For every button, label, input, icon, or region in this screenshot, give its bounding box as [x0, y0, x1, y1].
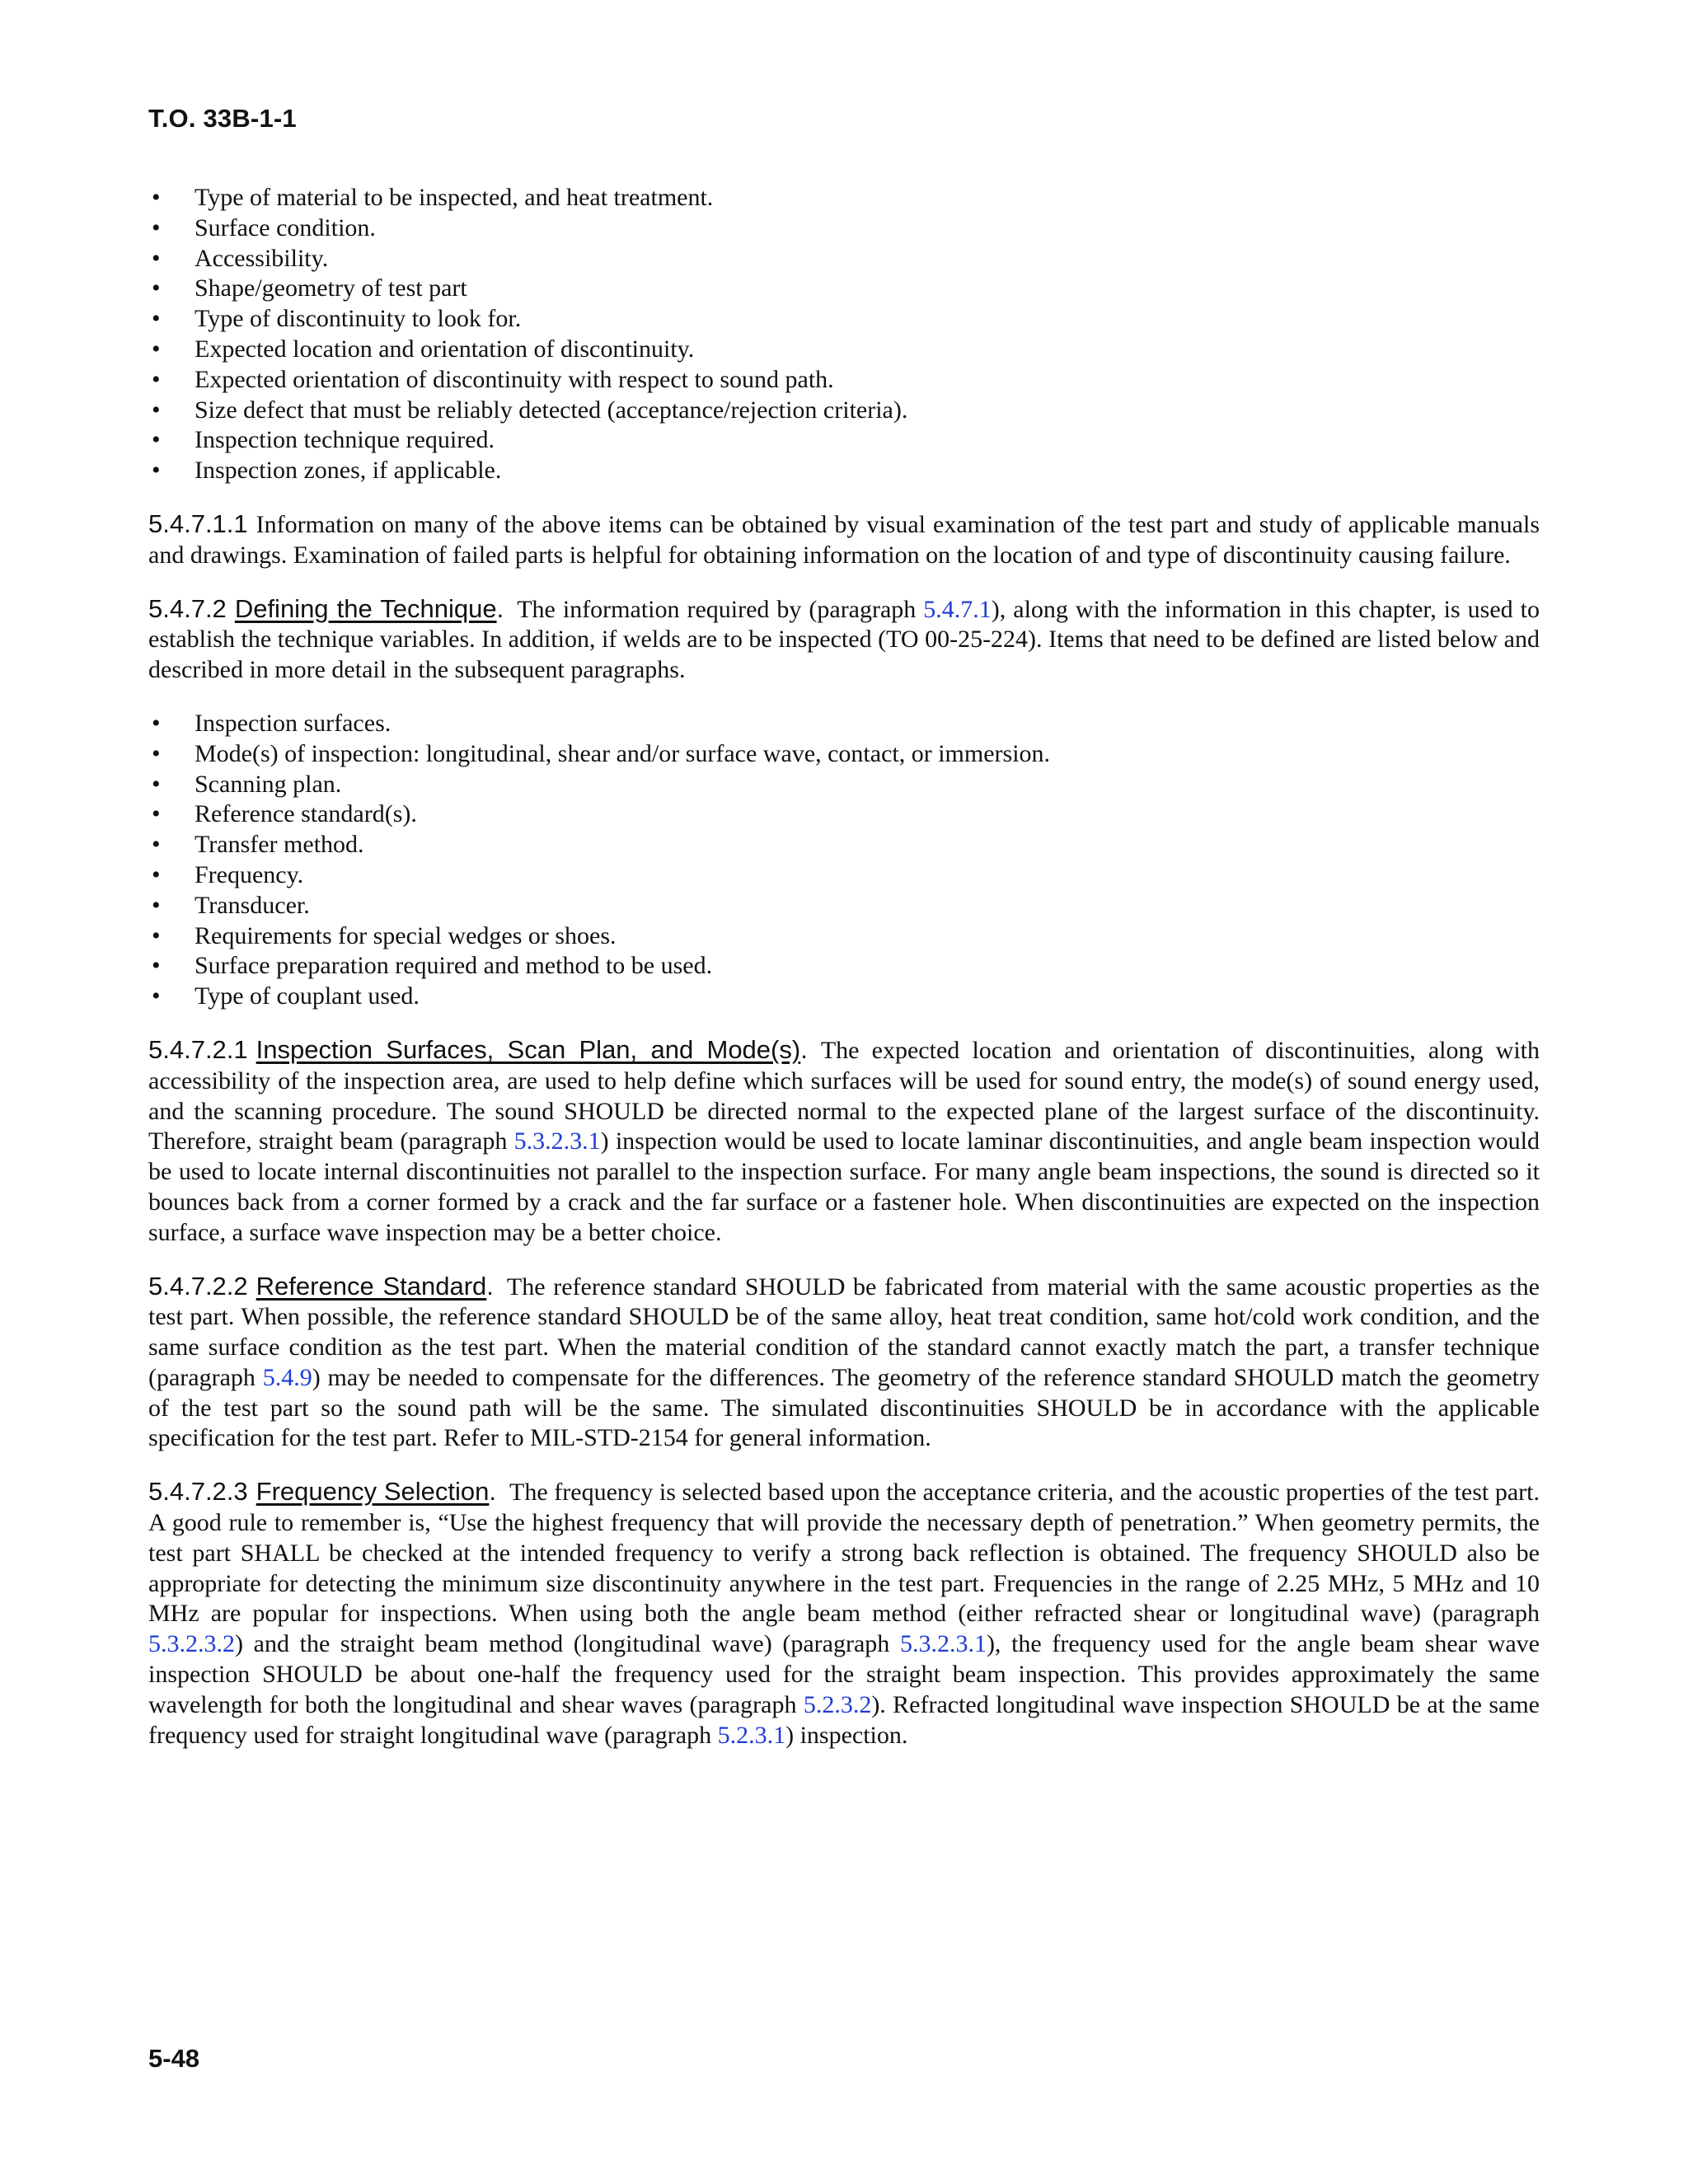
list-item: • Frequency.	[148, 860, 1540, 891]
bullet-icon: •	[152, 952, 161, 980]
paragraph-title: Inspection Surfaces, Scan Plan, and Mode(s)	[256, 1034, 801, 1064]
bullet-icon: •	[152, 709, 161, 737]
information-required-list	[148, 183, 1540, 486]
paragraph-text: The information required by (paragraph	[517, 595, 924, 623]
paragraph-text: ), along with the information in this chapter, is used to establish the technique variables. In addition, if welds are to be inspected (TO 00-25-224). Items that need to be defined are listed below and described in more detail in the subsequent paragraphs.	[148, 595, 1540, 684]
paragraph-reference-link[interactable]: 5.3.2.3.1	[899, 1630, 987, 1658]
bullet-icon: •	[152, 274, 161, 302]
bullet-icon: •	[152, 739, 161, 767]
list-item: • Type of discontinuity to look for.	[148, 304, 1540, 335]
paragraph-text: ). Refracted longitudinal wave inspection SHOULD be at the same frequency used for straight longitudinal wave (paragraph	[148, 1690, 1540, 1749]
paragraph-reference-link[interactable]: 5.2.3.2	[803, 1690, 872, 1718]
bullet-icon: •	[152, 770, 161, 798]
list-item: • Transfer method.	[148, 830, 1540, 860]
paragraph-number: 5.4.7.1.1	[148, 509, 248, 538]
paragraph-text: ), the frequency used for the angle beam shear wave inspection SHOULD be about one-half the frequency used for the straight beam inspection. This provides approximately the same wavelength for both the longitudinal and shear waves (paragraph	[148, 1630, 1540, 1718]
page-content	[148, 183, 1540, 1774]
bullet-icon: •	[152, 921, 161, 949]
paragraph-5-4-7-1-1	[148, 509, 1540, 571]
bullet-icon: •	[152, 982, 161, 1010]
list-item: • Expected orientation of discontinuity with respect to sound path.	[148, 365, 1540, 396]
paragraph-5-4-7-2: 5.4.7.2 Defining the Technique. The information required by (paragraph 5.4.7.1), along with the information in this chapter, is used to establish the technique variables. In addition, if welds are to be inspected (TO 00-25-224). Items that need to be defined are listed below and described in more detail in the subsequent paragraphs.	[148, 593, 1540, 684]
bullet-icon: •	[152, 860, 161, 888]
list-item: • Accessibility.	[148, 244, 1540, 274]
paragraph-title: Reference Standard	[256, 1271, 487, 1301]
bullet-icon: •	[152, 396, 161, 424]
list-item: • Type of couplant used.	[148, 982, 1540, 1012]
bullet-icon: •	[152, 213, 161, 241]
page-number-footer: 5-48	[148, 2044, 200, 2073]
paragraph-reference-link[interactable]: 5.3.2.3.2	[148, 1630, 235, 1658]
paragraph-title: Frequency Selection	[256, 1477, 490, 1507]
list-item: • Size defect that must be reliably detected (acceptance/rejection criteria).	[148, 396, 1540, 426]
paragraph-5-4-7-2-2: 5.4.7.2.2 Reference Standard. The reference standard SHOULD be fabricated from material with the same acoustic properties as the test part. When possible, the reference standard SHOULD be of the same alloy, heat treat condition, same hot/cold work condition, and the same surface condition as the test part. When the material condition of the standard cannot exactly match the part, a transfer technique (paragraph 5.4.9) may be needed to compensate for the differences. The geometry of the reference standard SHOULD match the geometry of the test part so the sound path will be the same. The simulated discontinuities SHOULD be in accordance with the applicable specification for the test part. Refer to MIL-STD-2154 for general information.	[148, 1271, 1540, 1452]
bullet-icon: •	[152, 305, 161, 333]
bullet-icon: •	[152, 184, 161, 211]
paragraph-reference-link[interactable]: 5.4.9	[262, 1363, 312, 1391]
paragraph-reference-link[interactable]: 5.4.7.1	[923, 595, 992, 623]
bullet-icon: •	[152, 365, 161, 393]
list-item: • Transducer.	[148, 891, 1540, 921]
list-item: • Expected location and orientation of discontinuity.	[148, 335, 1540, 365]
bullet-icon: •	[152, 800, 161, 828]
bullet-icon: •	[152, 457, 161, 485]
list-item: • Reference standard(s).	[148, 799, 1540, 830]
paragraph-number: 5.4.7.2.3	[148, 1477, 248, 1507]
bullet-icon: •	[152, 335, 161, 363]
paragraph-reference-link[interactable]: 5.2.3.1	[717, 1721, 786, 1749]
list-item: • Inspection zones, if applicable.	[148, 456, 1540, 486]
technique-items-list	[148, 709, 1540, 1012]
paragraph-text: ) inspection.	[785, 1721, 908, 1749]
paragraph-title: Defining the Technique	[234, 593, 497, 623]
paragraph-text: Information on many of the above items can be obtained by visual examination of the test part and study of applicable manuals and drawings. Examination of failed parts is helpful for obtaining information on the location of and type of discontinuity causing failure.	[148, 510, 1540, 569]
paragraph-5-4-7-2-1: 5.4.7.2.1 Inspection Surfaces, Scan Plan, and Mode(s). The expected location and orientation of discontinuities, along with accessibility of the inspection area, are used to help define which surfaces will be used for sound entry, the mode(s) of sound energy used, and the scanning procedure. The sound SHOULD be directed normal to the expected plane of the largest surface of the discontinuity. Therefore, straight beam (paragraph 5.3.2.3.1) inspection would be used to locate laminar discontinuities, and angle beam inspection would be used to locate internal discontinuities not parallel to the inspection surface. For many angle beam inspections, the sound is directed so it bounces back from a corner formed by a crack and the far surface or a fastener hole. When discontinuities are expected on the inspection surface, a surface wave inspection may be a better choice.	[148, 1034, 1540, 1246]
list-item: • Inspection technique required.	[148, 425, 1540, 456]
document-id-header: T.O. 33B-1-1	[148, 104, 297, 133]
list-item: • Surface preparation required and method to be used.	[148, 951, 1540, 982]
list-item: • Surface condition.	[148, 213, 1540, 244]
list-item: • Mode(s) of inspection: longitudinal, shear and/or surface wave, contact, or immersion.	[148, 739, 1540, 770]
paragraph-text: ) may be needed to compensate for the differences. The geometry of the reference standard SHOULD match the geometry of the test part so the sound path will be the same. The simulated discontinuities SHOULD be in accordance with the applicable specification for the test part. Refer to MIL-STD-2154 for general information.	[148, 1363, 1540, 1452]
paragraph-text: ) and the straight beam method (longitudinal wave) (paragraph	[235, 1630, 900, 1658]
bullet-icon: •	[152, 426, 161, 454]
bullet-icon: •	[152, 831, 161, 859]
paragraph-text: The expected location and orientation of discontinuities, along with accessibility of the inspection area, are used to help define which surfaces will be used for sound entry, the mode(s) of sound energy used, and the scanning procedure. The sound SHOULD be directed normal to the expected plane of the largest surface of the discontinuity. Therefore, straight beam (paragraph	[148, 1036, 1540, 1155]
paragraph-number: 5.4.7.2	[148, 593, 227, 623]
list-item: • Shape/geometry of test part	[148, 274, 1540, 304]
paragraph-number: 5.4.7.2.1	[148, 1034, 248, 1064]
paragraph-reference-link[interactable]: 5.3.2.3.1	[513, 1127, 601, 1155]
paragraph-text: The reference standard SHOULD be fabricated from material with the same acoustic properties as the test part. When possible, the reference standard SHOULD be of the same alloy, heat treat condition, same hot/cold work condition, and the same surface condition as the test part. When the material condition of the standard cannot exactly match the part, a transfer technique (paragraph	[148, 1272, 1540, 1391]
list-item: • Type of material to be inspected, and heat treatment.	[148, 183, 1540, 213]
paragraph-text: The frequency is selected based upon the acceptance criteria, and the acoustic properties of the test part. A good rule to remember is, “Use the highest frequency that will provide the necessary depth of penetration.” When geometry permits, the test part SHALL be checked at the intended frequency to verify a strong back reflection is obtained. The frequency SHOULD also be appropriate for detecting the minimum size discontinuity anywhere in the test part. Frequencies in the range of 2.25 MHz, 5 MHz and 10 MHz are popular for inspections. When using both the angle beam method (either refracted shear or longitudinal wave) (paragraph	[148, 1479, 1540, 1628]
paragraph-number: 5.4.7.2.2	[148, 1271, 248, 1301]
bullet-icon: •	[152, 891, 161, 919]
paragraph-text: ) inspection would be used to locate laminar discontinuities, and angle beam inspection would be used to locate internal discontinuities not parallel to the inspection surface. For many angle beam inspections, the sound is directed so it bounces back from a corner formed by a crack and the far surface or a fastener hole. When discontinuities are expected on the inspection surface, a surface wave inspection may be a better choice.	[148, 1127, 1540, 1246]
paragraph-5-4-7-2-3: 5.4.7.2.3 Frequency Selection. The frequency is selected based upon the acceptance criteria, and the acoustic properties of the test part. A good rule to remember is, “Use the highest frequency that will provide the necessary depth of penetration.” When geometry permits, the test part SHALL be checked at the intended frequency to verify a strong back reflection is obtained. The frequency SHOULD also be appropriate for detecting the minimum size discontinuity anywhere in the test part. Frequencies in the range of 2.25 MHz, 5 MHz and 10 MHz are popular for inspections. When using both the angle beam method (either refracted shear or longitudinal wave) (paragraph 5.3.2.3.2) and the straight beam method (longitudinal wave) (paragraph 5.3.2.3.1), the frequency used for the angle beam shear wave inspection SHOULD be about one-half the frequency used for the straight beam inspection. This provides approximately the same wavelength for both the longitudinal and shear waves (paragraph 5.2.3.2). Refracted longitudinal wave inspection SHOULD be at the same frequency used for straight longitudinal wave (paragraph 5.2.3.1) inspection.	[148, 1477, 1540, 1749]
list-item: • Inspection surfaces.	[148, 709, 1540, 739]
list-item: • Scanning plan.	[148, 770, 1540, 800]
list-item: • Requirements for special wedges or shoes.	[148, 921, 1540, 952]
bullet-icon: •	[152, 244, 161, 272]
